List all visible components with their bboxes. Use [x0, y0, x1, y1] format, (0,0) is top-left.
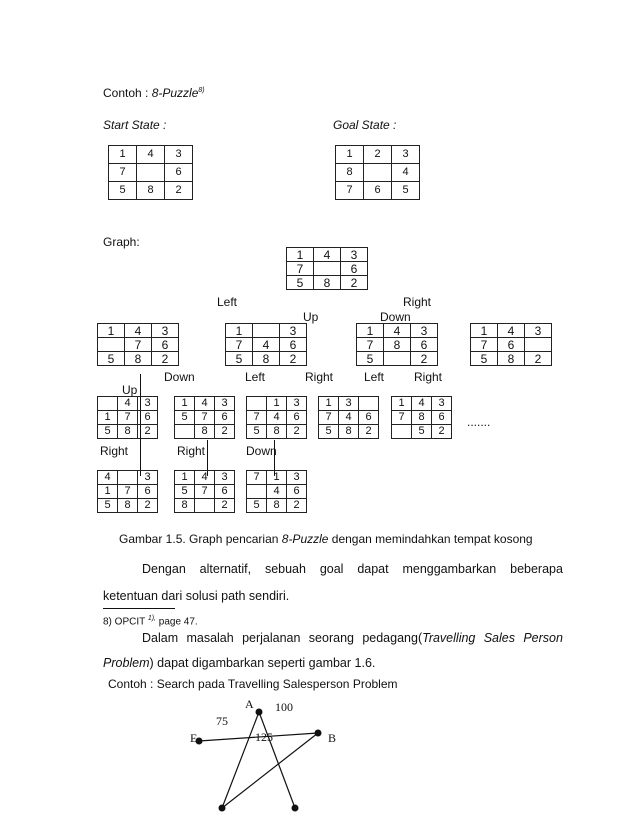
puzzle-tile: 2 — [138, 499, 158, 513]
puzzle-tile: 1 — [109, 146, 137, 164]
puzzle-tile: 5 — [319, 425, 339, 439]
node-label-a: A — [245, 697, 254, 711]
puzzle-tile: 6 — [498, 338, 525, 352]
puzzle-tile: 4 — [412, 397, 432, 411]
puzzle-tile: 5 — [287, 276, 314, 290]
puzzle-tile: 5 — [412, 425, 432, 439]
puzzle-tile: 3 — [280, 324, 307, 338]
puzzle-tile: 8 — [339, 425, 359, 439]
node-label-e: E — [190, 731, 198, 745]
word: goal — [319, 562, 344, 576]
puzzle-tile: 8 — [175, 499, 195, 513]
puzzle-tile: 4 — [118, 397, 138, 411]
puzzle-tile: 5 — [226, 352, 253, 366]
puzzle-tile: 4 — [384, 324, 411, 338]
puzzle-tile: 8 — [498, 352, 525, 366]
word: dapat — [357, 562, 389, 576]
word: beberapa — [510, 562, 563, 576]
puzzle-tile: 5 — [357, 352, 384, 366]
puzzle-tile: 3 — [392, 146, 420, 164]
puzzle-tile: 2 — [287, 425, 307, 439]
example-title: Contoh : 8-Puzzle$^{8)}$ — [103, 86, 205, 100]
puzzle-tile: 4 — [314, 248, 341, 262]
puzzle-tile: 2 — [525, 352, 552, 366]
puzzle-tile: 6 — [152, 338, 179, 352]
word: alternatif, — [199, 562, 252, 576]
puzzle-tile: 6 — [280, 338, 307, 352]
puzzle-tile: 3 — [138, 471, 158, 485]
puzzle-tile: 4 — [195, 397, 215, 411]
move-label-right: Right — [305, 370, 334, 384]
puzzle-tile: 6 — [364, 182, 392, 200]
move-label-right: Right — [403, 295, 432, 309]
puzzle-tile: 6 — [138, 485, 158, 499]
puzzle-tile: 1 — [267, 471, 287, 485]
puzzle-tile: 3 — [525, 324, 552, 338]
puzzle-tile: 7 — [287, 262, 314, 276]
puzzle-tile: 1 — [319, 397, 339, 411]
figure-caption: Gambar 1.5. Graph pencarian 8-Puzzle dengan memindahkan tempat kosong — [119, 532, 533, 546]
move-label-right: Right — [414, 370, 443, 384]
puzzle-tile: 7 — [118, 411, 138, 425]
puzzle-tile: 5 — [247, 499, 267, 513]
puzzle-tile: 8 — [336, 164, 364, 182]
puzzle-tile: 2 — [359, 425, 379, 439]
puzzle-tile: 1 — [98, 411, 118, 425]
puzzle-tile: 4 — [498, 324, 525, 338]
puzzle-tile: 3 — [215, 471, 235, 485]
node-label-b: B — [328, 731, 337, 745]
puzzle-tile: 1 — [357, 324, 384, 338]
puzzle-tile: 2 — [215, 425, 235, 439]
puzzle-tile: 6 — [359, 411, 379, 425]
puzzle-tile: 6 — [287, 485, 307, 499]
puzzle-tile: 1 — [98, 324, 125, 338]
weight-label-125: 125 — [255, 730, 273, 744]
puzzle-tile: 6 — [341, 262, 368, 276]
puzzle-tile: 8 — [195, 425, 215, 439]
puzzle-tile: 4 — [267, 411, 287, 425]
puzzle-tile: 1 — [98, 485, 118, 499]
move-label-left: Left — [364, 370, 385, 384]
puzzle-tile: 8 — [118, 499, 138, 513]
start-state-label: Start State : — [103, 118, 167, 132]
edge-a-c — [259, 712, 295, 808]
puzzle-tile: 4 — [267, 485, 287, 499]
puzzle-tile: 5 — [109, 182, 137, 200]
puzzle-tile: 4 — [339, 411, 359, 425]
move-label-right: Right — [100, 444, 129, 458]
weight-label-100: 100 — [275, 700, 293, 714]
weight-label-75: 75 — [216, 714, 228, 728]
move-label-down: Down — [164, 370, 195, 384]
puzzle-tile: 2 — [152, 352, 179, 366]
paragraph-1-line-2: ketentuan dari solusi path sendiri. — [103, 589, 290, 603]
puzzle-tile: 7 — [357, 338, 384, 352]
puzzle-tile: 2 — [287, 499, 307, 513]
puzzle-tile: 2 — [165, 182, 193, 200]
puzzle-tile: 7 — [336, 182, 364, 200]
puzzle-tile: 6 — [411, 338, 438, 352]
puzzle-tile: 6 — [215, 411, 235, 425]
puzzle-tile: 3 — [341, 248, 368, 262]
puzzle-tile: 7 — [226, 338, 253, 352]
puzzle-tile: 1 — [336, 146, 364, 164]
puzzle-tile: 7 — [109, 164, 137, 182]
paragraph-2-line-2: Problem) dapat digambarkan seperti gambar 1.6. — [103, 656, 376, 670]
puzzle-tile: 7 — [471, 338, 498, 352]
puzzle-tile: 2 — [138, 425, 158, 439]
puzzle-tile: 8 — [267, 425, 287, 439]
move-label-up: Up — [303, 310, 319, 324]
puzzle-tile: 4 — [392, 164, 420, 182]
puzzle-tile: 7 — [118, 485, 138, 499]
puzzle-tile: 4 — [195, 471, 215, 485]
puzzle-tile: 5 — [471, 352, 498, 366]
move-label-left: Left — [217, 295, 238, 309]
puzzle-tile: 5 — [98, 499, 118, 513]
word: Person — [523, 631, 563, 645]
puzzle-tile: 3 — [287, 397, 307, 411]
node-a — [256, 709, 263, 716]
puzzle-tile: 5 — [175, 485, 195, 499]
puzzle-tile: 1 — [267, 397, 287, 411]
node-c — [292, 805, 299, 812]
puzzle-tile: 1 — [287, 248, 314, 262]
move-label-right: Right — [177, 444, 206, 458]
puzzle-tile: 8 — [314, 276, 341, 290]
puzzle-tile: 7 — [195, 485, 215, 499]
puzzle-tile: 5 — [98, 425, 118, 439]
puzzle-tile: 2 — [411, 352, 438, 366]
puzzle-tile: 8 — [137, 182, 165, 200]
puzzle-tile: 2 — [364, 146, 392, 164]
puzzle-tile: 2 — [341, 276, 368, 290]
puzzle-tile: 3 — [165, 146, 193, 164]
puzzle-tile: 4 — [125, 324, 152, 338]
node-d — [219, 805, 226, 812]
word: Sales — [483, 631, 515, 645]
node-b — [315, 730, 322, 737]
puzzle-tile: 3 — [138, 397, 158, 411]
puzzle-tile: 1 — [175, 471, 195, 485]
puzzle-tile: 8 — [118, 425, 138, 439]
puzzle-tile: 7 — [247, 471, 267, 485]
puzzle-tile: 1 — [392, 397, 412, 411]
puzzle-tile: 8 — [253, 352, 280, 366]
puzzle-tile: 4 — [137, 146, 165, 164]
move-label-down: Down — [246, 444, 277, 458]
move-label-left: Left — [245, 370, 266, 384]
puzzle-tile: 4 — [98, 471, 118, 485]
puzzle-tile: 7 — [195, 411, 215, 425]
ellipsis: ....... — [467, 415, 491, 429]
puzzle-tile: 6 — [138, 411, 158, 425]
puzzle-tile: 7 — [392, 411, 412, 425]
puzzle-tile: 5 — [247, 425, 267, 439]
tsp-example-label: Contoh : Search pada Travelling Salesperson Problem — [108, 677, 398, 691]
puzzle-tile: 5 — [175, 411, 195, 425]
word: pedagang(Travelling — [362, 631, 476, 645]
puzzle-tile: 8 — [125, 352, 152, 366]
puzzle-tile: 6 — [165, 164, 193, 182]
goal-state-label: Goal State : — [333, 118, 397, 132]
puzzle-tile: 7 — [319, 411, 339, 425]
puzzle-tile: 5 — [98, 352, 125, 366]
puzzle-tile: 3 — [287, 471, 307, 485]
puzzle-tile: 6 — [215, 485, 235, 499]
puzzle-tile: 5 — [392, 182, 420, 200]
puzzle-tile: 7 — [247, 411, 267, 425]
puzzle-tile: 1 — [175, 397, 195, 411]
puzzle-tile: 3 — [411, 324, 438, 338]
word: perjalanan — [242, 631, 301, 645]
word: masalah — [186, 631, 234, 645]
word: seorang — [308, 631, 354, 645]
puzzle-tile: 6 — [287, 411, 307, 425]
puzzle-tile: 7 — [125, 338, 152, 352]
puzzle-tile: 3 — [215, 397, 235, 411]
footnote: 8) OPCIT $^{1),}$ page 47. — [103, 615, 198, 628]
word: menggambarkan — [402, 562, 497, 576]
move-label-down: Down — [380, 310, 411, 324]
puzzle-tile: 1 — [226, 324, 253, 338]
puzzle-tile: 3 — [432, 397, 452, 411]
puzzle-tile: 8 — [267, 499, 287, 513]
word: Dalam — [142, 631, 179, 645]
graph-label: Graph: — [103, 235, 140, 249]
word: sebuah — [264, 562, 306, 576]
puzzle-tile: 3 — [152, 324, 179, 338]
puzzle-tile: 6 — [432, 411, 452, 425]
puzzle-tile: 2 — [280, 352, 307, 366]
puzzle-tile: 4 — [253, 338, 280, 352]
puzzle-tile: 8 — [384, 338, 411, 352]
word: Dengan — [142, 562, 186, 576]
puzzle-tile: 8 — [412, 411, 432, 425]
move-label-up: Up — [122, 383, 138, 397]
puzzle-tile: 2 — [215, 499, 235, 513]
puzzle-tile: 3 — [339, 397, 359, 411]
puzzle-tile: 2 — [432, 425, 452, 439]
puzzle-tile: 1 — [471, 324, 498, 338]
